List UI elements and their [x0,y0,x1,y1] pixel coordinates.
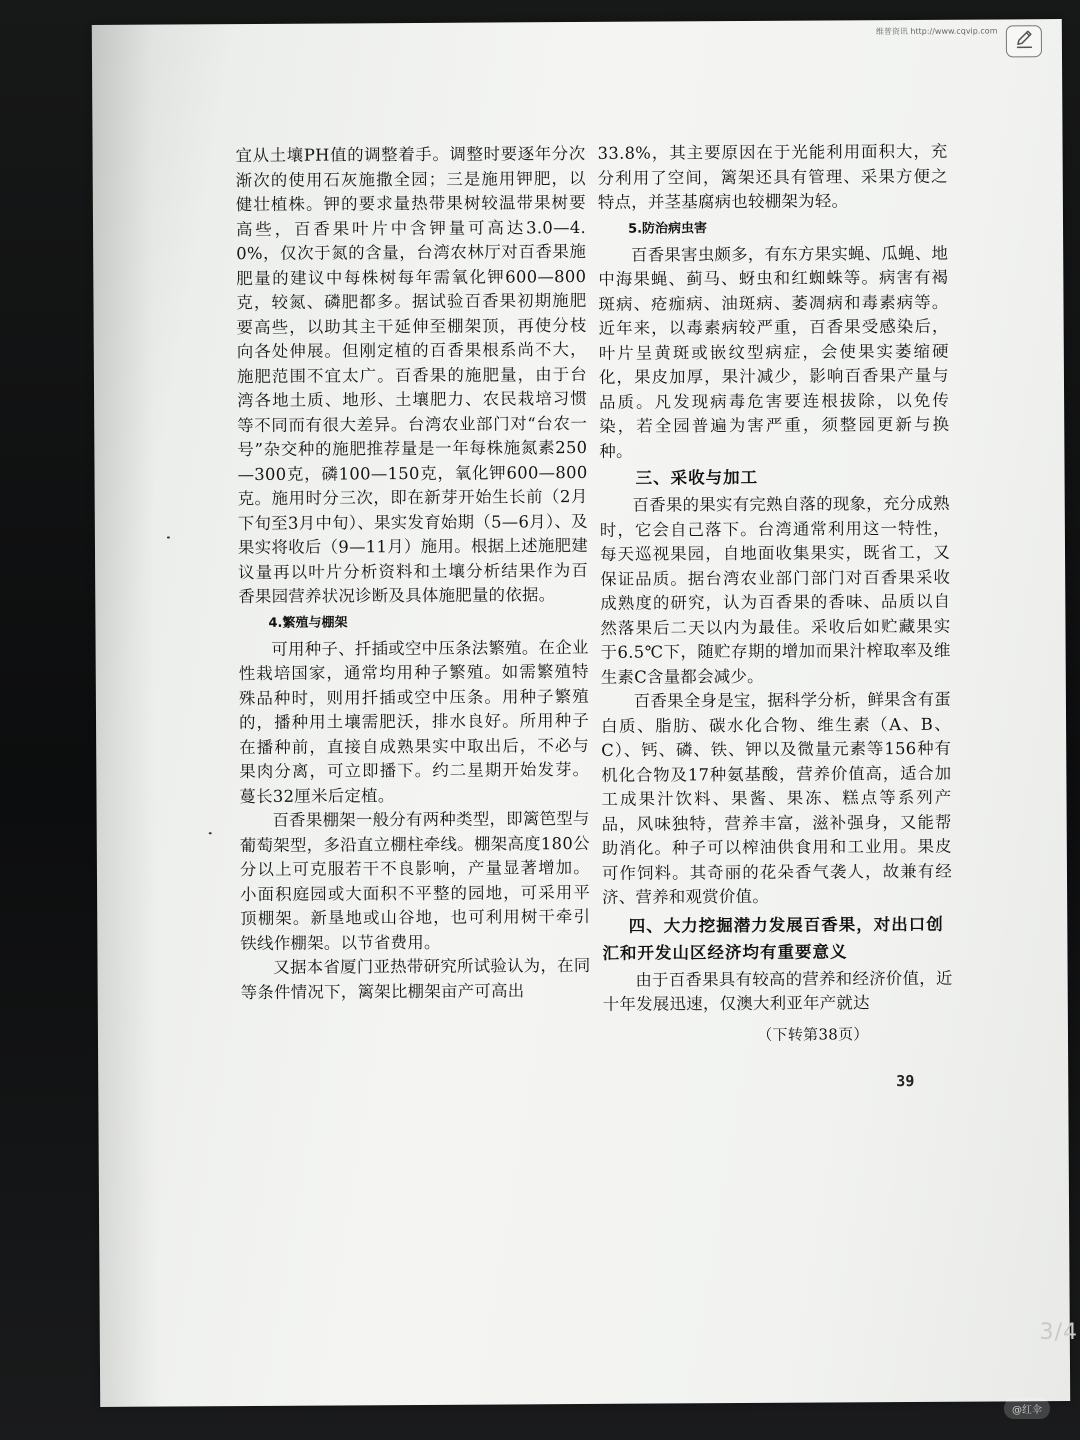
page-indicator: 3/4 [1039,1320,1078,1345]
chapter-heading: 三、采收与加工 [635,467,759,488]
left-text-column [236,142,591,1005]
document-page [92,19,1070,1407]
print-speck [209,832,212,834]
body-paragraph: 百香果全身是宝，据科学分析，鲜果含有蛋白质、脂肪、碳水化合物、维生素（A、B、C）、钙、磷、铁、钾以及微量元素等156种有机化合物及17种氨基酸，营养价值高，适合加工成果汁饮料、果酱、果冻、糕点等系列产品，风味独特，营养丰富，滋补强身，又能帮助消化。种子可以榨油供食用和工业用。果皮可作饲料。其奇丽的花朵香气袭人，故兼有经济、营养和观赏价值。 [601,689,953,907]
page-shadow [92,25,160,1407]
body-paragraph: 由于百香果具有较高的营养和经济价值，近十年发展迅速，仅澳大利亚年产就达 [602,968,953,1014]
body-paragraph: 又据本省厦门亚热带研究所试验认为，在同等条件情况下，篱架比棚架亩产可高出 [240,955,591,1002]
pencil-edit-icon [1013,29,1035,53]
print-speck [167,537,170,539]
body-paragraph: 宜从土壤PH值的调整着手。调整时要逐年分次渐次的使用石灰施撒全园；三是施用钾肥，以健壮植株。钾的要求量热带果树较温带果树要高些，百香果叶片中含钾量可高达3.0—4.0%，仅次于氮的含量，台湾农林厅对百香果施肥量的建议中每株树每年需氧化钾600—800克，较氮、磷肥都多。据试验百香果初期施肥要高些，以助其主干延伸至棚架顶，再使分枝向各处伸展。但刚定植的百香果根系尚不大，施肥范围不宜太广。百香果的施肥量，由于台湾各地土质、地形、土壤肥力、农民栽培习惯等不同而有很大差异。台湾农业部门对“台农一号”杂交种的施肥推荐量是一年每株施氮素250—300克，磷100—150克，氧化钾600—800克。施用时分三次，即在新芽开始生长前（2月下旬至3月中旬）、果实发育始期（5—6月）、及果实将收后（9—11月）施用。根据上述施肥建议量再以叶片分析资料和土壤分析结果作为百香果园营养状况诊断及具体施肥量的依据。 [235,143,589,607]
edit-button[interactable] [1006,25,1042,57]
body-paragraph: 百香果的果实有完熟自落的现象，充分成熟时，它会自己落下。台湾通常利用这一特性，每天巡视果园，自地面收集果实，既省工，又保证品质。据台湾农业部门部门对百香果采收成熟度的研究，认为百香果的香味、品质以自然落果后二天以内为最佳。采收后如贮藏果实于6.5℃下，随贮存期的增加而果汁榨取率及维生素C含量都会减少。 [599,493,951,687]
section-heading: 4.繁殖与棚架 [268,614,348,631]
right-text-column [598,140,954,1048]
section-heading: 5.防治病虫害 [627,220,708,237]
body-paragraph: 百香果棚架一般分有两种类型，即篱笆型与葡萄架型，多沿直立棚柱牵线。棚架高度180公分以上可克服若干不良影响，产量显著增加。小面积庭园或大面积不平整的园地，可采用平顶棚架。新垦地或山谷地，也可利用树干牵引铁线作棚架。以节省费用。 [239,808,591,953]
page-number: 39 [896,1071,915,1091]
body-paragraph: 33.8%，其主要原因在于光能利用面积大，充分利用了空间，篱架还具有管理、采果方便之特点，并茎基腐病也较棚架为轻。 [597,141,948,212]
watermark-text: 维普资讯 http://www.cqvip.com [875,26,998,37]
body-paragraph: 百香果害虫颇多，有东方果实蝇、瓜蝇、地中海果蝇、蓟马、蚜虫和红蜘蛛等。病害有褐斑病、疮痂病、油斑病、萎凋病和毒素病等。近年来，以毒素病较严重，百香果受感染后，叶片呈黄斑或嵌纹型病症，会使果实萎缩硬化，果皮加厚，果汁减少，影响百香果产量与品质。凡发现病毒危害要连根拔除，以免传染，若全园普遍为害严重，须整园更新与换种。 [598,243,950,461]
chapter-heading: 四、大力挖掘潜力发展百香果，对出口创汇和开发山区经济均有重要意义 [602,914,944,963]
body-paragraph: 可用种子、扦插或空中压条法繁殖。在企业性栽培国家，通常均用种子繁殖。如需繁殖特殊品种时，则用扦插或空中压条。用种子繁殖的，播种用土壤需肥沃，排水良好。所用种子在播种前，直接自成熟果实中取出后，不必与果肉分离，可立即播下。约二星期开始发芽。蔓长32厘米后定植。 [238,637,590,806]
watermark-badge: @红伞 [1004,1398,1050,1419]
continued-note: （下转第38页） [757,1024,869,1044]
